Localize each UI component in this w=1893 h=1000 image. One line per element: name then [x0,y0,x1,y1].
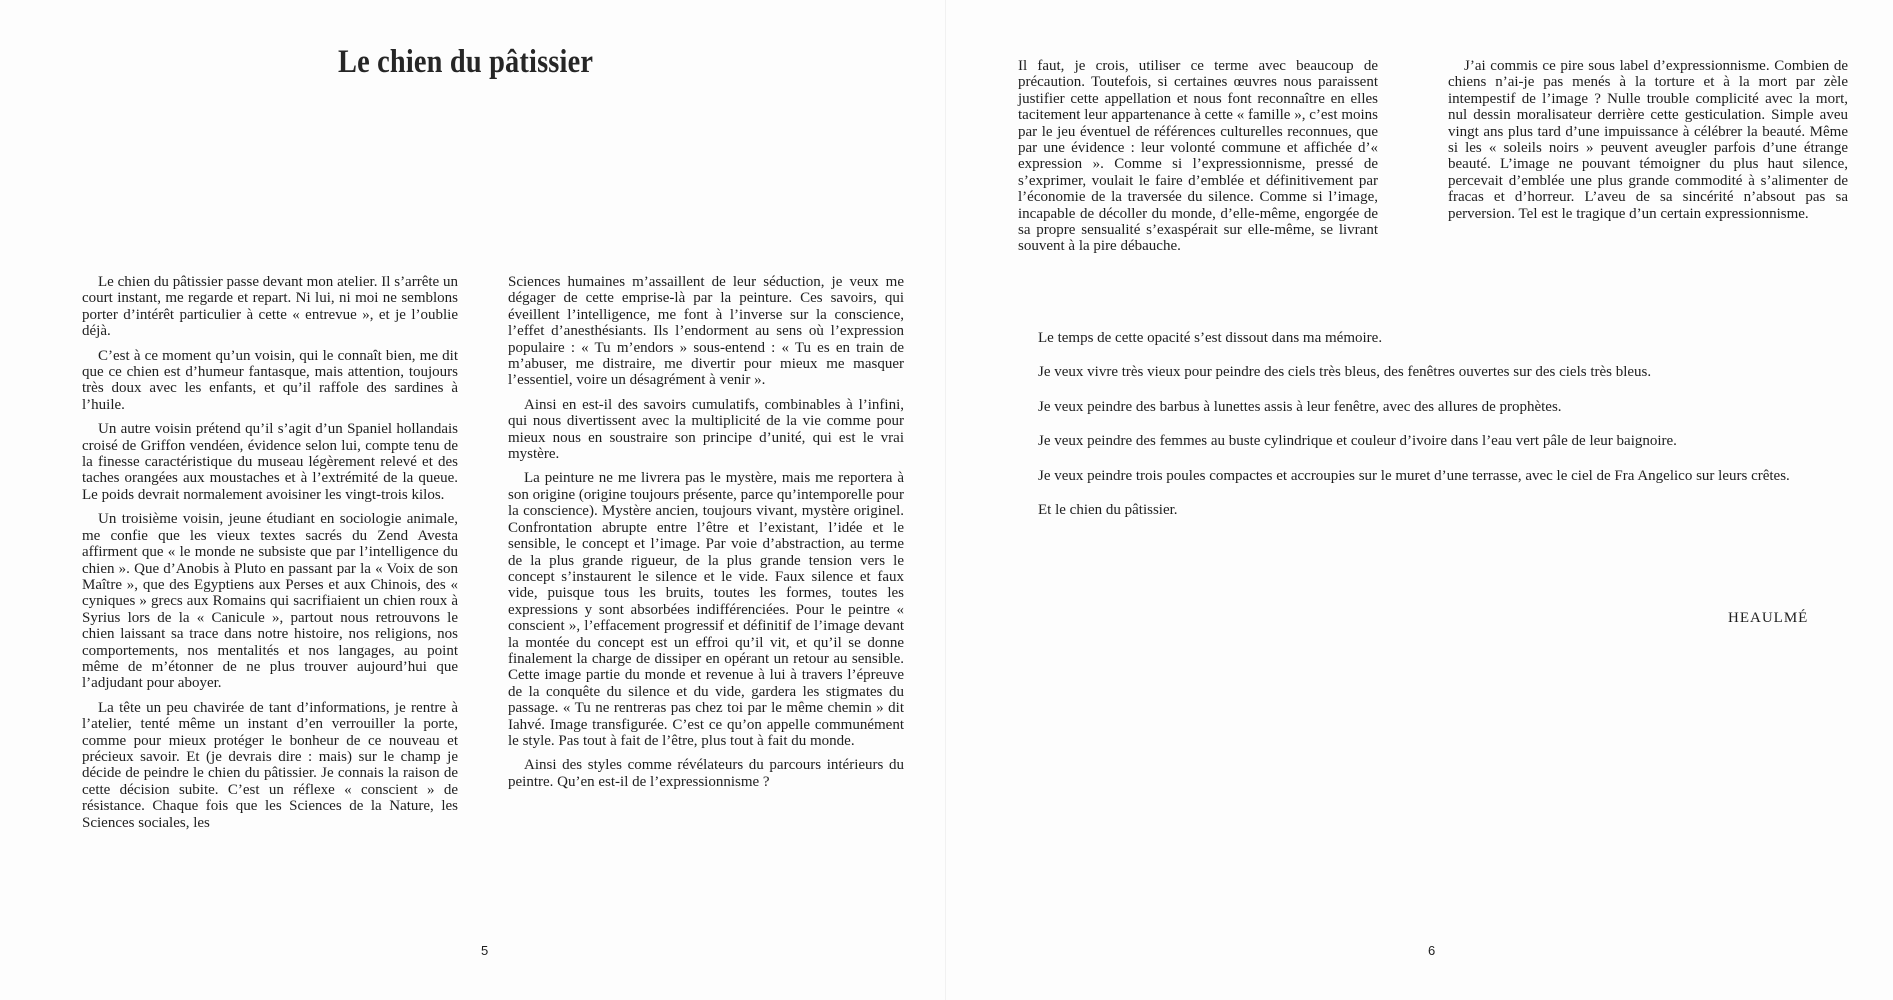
paragraph: J’ai commis ce pire sous label d’expressionnisme. Combien de chiens n’ai-je pas menés à la torture et à la mort par zèle intempestif de l’image ? Nulle trouble complicité avec la mort, nul dessin moralisateur derrière cette gesticulation. Simple aveu vingt ans plus tard d’une impuissance à célébrer la beauté. Même si les « soleils noirs » peuvent aveugler parfois d’une étrange beauté. L’image ne pouvant témoigner du plus haut silence, percevait d’emblée une plus grande commodité à s’alimenter de fracas et d’horreur. L’aveu de sa sincérité n’absout pas sa perversion. Tel est le tragique d’un certain expressionnisme. [1448,58,1848,222]
paragraph: Ainsi des styles comme révélateurs du parcours intérieurs du peintre. Qu’en est-il de l’expressionnisme ? [508,757,904,790]
closing-paragraphs [1018,330,1854,536]
paragraph: Et le chien du pâtissier. [1038,502,1178,519]
left-page [0,0,946,1000]
left-column-2 [508,274,904,798]
paragraph: Le chien du pâtissier passe devant mon atelier. Il s’arrête un court instant, me regarde et repart. Ni lui, ni moi ne semblons porter d’intérêt particulier à cette « entrevue », et je l’oublie déjà. [82,274,458,340]
paragraph: Le temps de cette opacité s’est dissout dans ma mémoire. [1038,330,1383,346]
paragraph: Un autre voisin prétend qu’il s’agit d’un Spaniel hollandais croisé de Griffon vendéen, évidence selon lui, compte tenu de la finesse caractéristique du museau légèrement relevé et des taches orangées aux moustaches et à l’extrémité de la queue. Le poids devrait normalement avoisiner les vingt-trois kilos. [82,421,458,503]
paragraph: Sciences humaines m’assaillent de leur séduction, je veux me dégager de cette emprise-là par la peinture. Ces savoirs, qui éveillent l’intelligence, me font à l’inverse sur la conscience, l’effet d’anesthésiants. Ils l’endorment au sens où l’expression populaire : « Tu m’endors » sous-entend : « Tu es en train de m’abuser, me distraire, me divertir pour mieux me masquer l’essentiel, voire un désagrément à venir ». [508,274,904,389]
paragraph: Je veux peindre des barbus à lunettes assis à leur fenêtre, avec des allures de prophètes. [1038,398,1562,415]
left-column-1 [82,274,458,839]
paragraph: Je veux vivre très vieux pour peindre des ciels très bleus, des fenêtres ouvertes sur des ciels très bleus. [1038,364,1652,381]
page-number-right: 6 [1428,943,1436,958]
paragraph: La tête un peu chavirée de tant d’informations, je rentre à l’atelier, tenté même un instant d’en verrouiller la porte, comme pour mieux protéger le bonheur de ce nouveau et précieux savoir. Et (je devrais dire : mais) sur le champ je décide de peindre le chien du pâtissier. Je connais la raison de cette décision subite. C’est un réflexe « conscient » de résistance. Chaque fois que les Sciences de la Nature, les Sciences sociales, les [82,699,458,831]
page-number-left: 5 [481,943,489,958]
paragraph: La peinture ne me livrera pas le mystère, mais me reportera à son origine (origine toujours présente, parce qu’intemporelle pour la conscience). Mystère ancien, toujours vivant, mystère originel. Confrontation abrupte entre l’être et l’existant, l’idée et le sensible, le concept et l’image. Par voie d’abstraction, au terme de la plus grande rigueur, de la plus grande tension vers le concept s’instaurent le silence et le vide. Faux silence et faux vide, puisque tous les bruits, toutes les formes, toutes les expressions y sont absorbées indifférenciées. Pour le peintre « conscient », l’effacement progressif et définitif de l’image devant la montée du concept est un effroi qu’il vit, et qu’il se donne finalement la charge de dissiper en opérant un retour au sensible. Cette image partie du monde et revenue à lui à travers l’épreuve de la conquête du silence et du vide, gardera les stigmates du passage. « Tu ne rentreras pas chez toi par le même chemin » dit Iahvé. Image transfigurée. C’est ce qu’on appelle communément le style. Pas tout à fait de l’être, plus tout à fait du monde. [508,470,904,749]
paragraph: Je veux peindre des femmes au buste cylindrique et couleur d’ivoire dans l’eau vert pâle de leur baignoire. [1038,433,1677,450]
page-title: Le chien du pâtissier [338,44,594,80]
paragraph: Je veux peindre trois poules compactes et accroupies sur le muret d’une terrasse, avec le ciel de Fra Angelico sur leurs crêtes. [1038,467,1790,484]
paragraph: Ainsi en est-il des savoirs cumulatifs, combinables à l’infini, qui nous divertissent avec la multiplicité de la vie comme pour mieux nous en soustraire son principe d’unité, qui est le vrai mystère. [508,396,904,463]
paragraph: Il faut, je crois, utiliser ce terme avec beaucoup de précaution. Toutefois, si certaines œuvres nous paraissent justifier cette appellation et nous font reconnaître en elles tacitement leur appartenance à cette « famille », c’est moins par le jeu éventuel de références culturelles reconnues, que par une évidence : leur volonté commune et affichée d’« expression ». Comme si l’expressionnisme, pressé de s’exprimer, voulait le faire d’emblée et définitivement par l’économie de la traversée du silence. Comme si l’image, incapable de décoller du monde, d’elle-même, engorgée de sa propre sensualité s’exaspérait sur elle-même, se livrant souvent à la pire débauche. [1018,58,1378,255]
paragraph: Un troisième voisin, jeune étudiant en sociologie animale, me confie que les vieux textes sacrés du Zend Avesta affirment que « le monde ne subsiste que par l’intelligence du chien ». Que d’Anobis à Pluto en passant par la « Voix de son Maître », que des Egyptiens aux Perses et aux Chinois, des « cyniques » grecs aux Romains qui sacrifiaient un chien roux à Syrius lors de la « Canicule », partout nous retrouvons le chien laissant sa trace dans notre histoire, nos religions, nos comportements, nos mentalités et nos langages, au point même de m’étonner de ne plus trouver aujourd’hui que l’adjudant pour aboyer. [82,511,458,692]
right-column-1 [1018,58,1378,263]
right-column-2 [1448,58,1848,230]
author-signature: HEAULMÉ [1728,610,1809,626]
paragraph: C’est à ce moment qu’un voisin, qui le connaît bien, me dit que ce chien est d’humeur fantasque, mais attention, toujours très doux avec les enfants, et qu’il raffole des sardines à l’huile. [82,347,458,413]
